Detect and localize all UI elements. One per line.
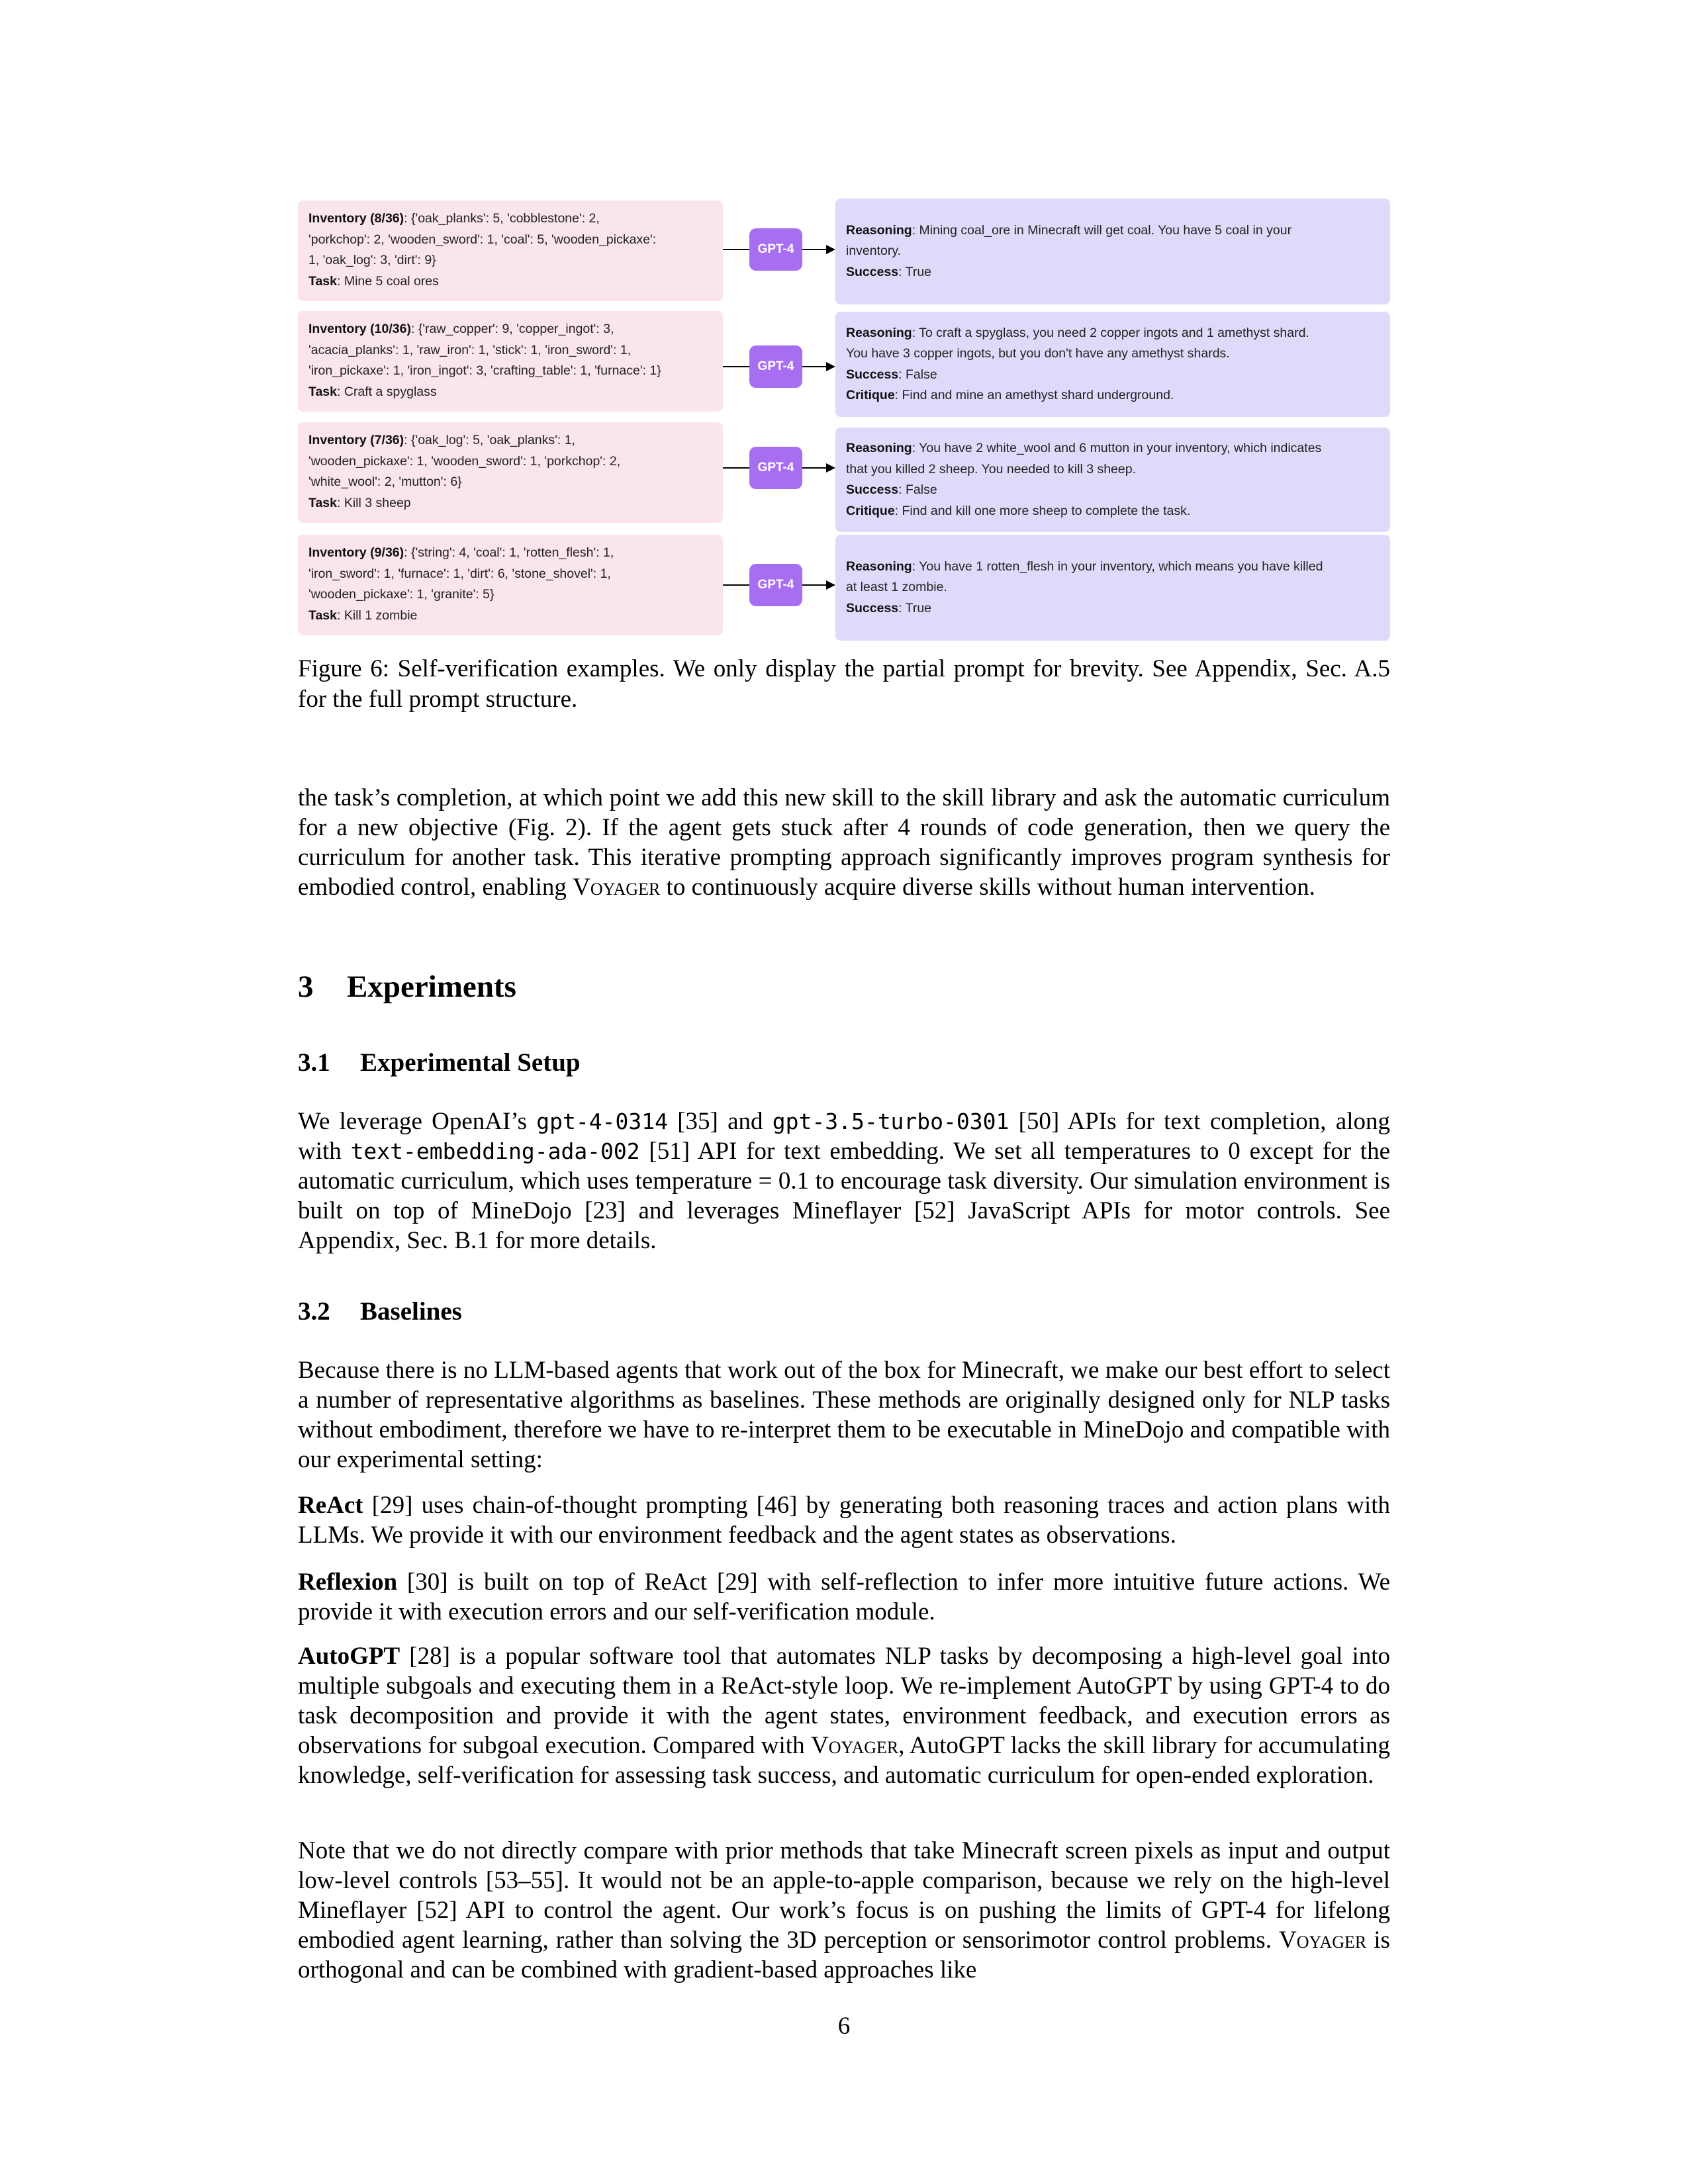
- box-line: [308, 606, 712, 627]
- connector-line: [802, 584, 827, 586]
- field-text: : Find and kill one more sheep to complete the task.: [894, 503, 1191, 518]
- box-line: [308, 451, 712, 473]
- box-line: [308, 543, 712, 564]
- field-text: : True: [898, 264, 932, 279]
- autogpt-text: [28] is a popular software tool that automates NLP tasks by decomposing a high-level goal into multiple subgoals and executing them in a ReAct-style loop. We re-implement AutoGPT by using GPT-4 to do task decomposition and provide it with the agent states, environment feedback, and execution errors as observations for subgoal execution. Compared with: [298, 1643, 1390, 1759]
- field-label: Inventory (9/36): [308, 545, 404, 560]
- box-line: [308, 472, 712, 493]
- box-line: [846, 577, 1380, 598]
- box-line: [846, 365, 1380, 386]
- subsection-heading: [298, 1048, 581, 1077]
- subsection-title: Experimental Setup: [360, 1048, 581, 1077]
- field-text: You have 3 copper ingots, but you don't have any amethyst shards.: [846, 346, 1230, 361]
- voyager-name: Voyager: [811, 1732, 899, 1759]
- subsection-number: 3.2: [298, 1297, 330, 1326]
- arrow-right-icon: [826, 245, 835, 254]
- connector-line: [802, 467, 827, 469]
- setup-text: [35] and: [667, 1108, 773, 1135]
- box-line: [308, 271, 712, 293]
- field-label: Reasoning: [846, 222, 912, 238]
- box-line: [846, 598, 1380, 619]
- box-line: [846, 557, 1380, 578]
- figure-caption: Figure 6: Self-verification examples. We only display the partial prompt for brevity. See Appendix, Sec. A.5 for the full prompt structure.: [298, 655, 1390, 713]
- box-line: [846, 480, 1380, 501]
- box-line: [308, 382, 712, 403]
- box-line: [846, 343, 1380, 365]
- field-text: 'acacia_planks': 1, 'raw_iron': 1, 'stick': 1, 'iron_sword': 1,: [308, 342, 632, 357]
- box-line: [846, 262, 1380, 283]
- paper-page: [298, 0, 1390, 2184]
- autogpt-text: , AutoGPT lacks the skill library for accumulating knowledge, self-verification for assessing task success, and automatic curriculum for open-ended exploration.: [298, 1732, 1390, 1789]
- field-text: 'porkchop': 2, 'wooden_sword': 1, 'coal': 5, 'wooden_pickaxe':: [308, 232, 657, 247]
- gpt4-badge: GPT-4: [749, 228, 802, 271]
- field-label: Success: [846, 600, 899, 615]
- section-heading: [298, 969, 516, 1005]
- response-box: [835, 312, 1390, 417]
- figure-row-3: [298, 422, 1390, 535]
- box-line: [308, 319, 712, 340]
- connector-line: [802, 366, 827, 367]
- setup-text: We leverage OpenAI’s: [298, 1108, 537, 1135]
- field-label: Critique: [846, 388, 895, 402]
- arrow-right-icon: [826, 463, 835, 473]
- field-text: : True: [898, 600, 932, 615]
- connector-line: [723, 467, 749, 469]
- field-label: Reasoning: [846, 441, 912, 455]
- box-line: [308, 361, 712, 382]
- prompt-box: [298, 311, 723, 412]
- react-text: [29] uses chain-of-thought prompting [46] by generating both reasoning traces and action plans with LLMs. We provide it with our environment feedback and the agent states as observations.: [298, 1492, 1390, 1549]
- baselines-intro-text: Because there is no LLM-based agents that work out of the box for Minecraft, we make our best effort to select a number of representative algorithms as baselines. These methods are originally designed only for NLP tasks without embodiment, therefore we have to re-interpret them to be executable in MineDojo and compatible with our experimental setting:: [298, 1357, 1390, 1473]
- gpt4-badge: GPT-4: [749, 447, 802, 489]
- reflexion-text: [30] is built on top of ReAct [29] with self-reflection to infer more intuitive future actions. We provide it with execution errors and our self-verification module.: [298, 1569, 1390, 1625]
- box-line: [308, 493, 712, 514]
- note-text: is orthogonal and can be combined with gradient-based approaches like: [298, 1927, 1390, 1983]
- field-label: Task: [308, 384, 337, 399]
- box-line: [846, 220, 1380, 242]
- field-label: Inventory (10/36): [308, 322, 411, 336]
- field-label: Reasoning: [846, 325, 912, 340]
- setup-text: [51] API for text embedding. We set all temperatures to 0 except for the automatic curriculum, which uses temperature = 0.1 to encourage task diversity. Our simulation environment is built on top of MineDojo [23] and leverages Mineflayer [52] JavaScript APIs for motor controls. See Appendix, Sec. B.1 for more details.: [298, 1138, 1390, 1254]
- field-text: 'wooden_pickaxe': 1, 'wooden_sword': 1, 'porkchop': 2,: [308, 453, 621, 469]
- response-box: [835, 199, 1390, 304]
- field-text: 'wooden_pickaxe': 1, 'granite': 5}: [308, 587, 494, 602]
- arrow-right-icon: [826, 362, 835, 371]
- box-line: [846, 323, 1380, 344]
- figure-row-1: [298, 199, 1390, 304]
- model-code: gpt-4-0314: [536, 1109, 668, 1134]
- field-text: 1, 'oak_log': 3, 'dirt': 9}: [308, 253, 436, 267]
- figure-row-2: [298, 311, 1390, 417]
- box-line: [846, 501, 1380, 522]
- autogpt-paragraph: [298, 1641, 1390, 1790]
- connector-line: [802, 249, 827, 250]
- page-number: 6: [837, 2013, 851, 2040]
- react-paragraph: [298, 1490, 1390, 1550]
- box-line: [846, 438, 1380, 459]
- box-line: [846, 241, 1380, 262]
- model-code: text-embedding-ada-002: [350, 1138, 640, 1164]
- field-label: Critique: [846, 503, 895, 518]
- field-label: Inventory (7/36): [308, 433, 404, 447]
- prompt-box: [298, 535, 723, 635]
- field-text: : Mining coal_ore in Minecraft will get coal. You have 5 coal in your: [912, 222, 1292, 238]
- setup-text: [50] APIs for text completion, along with: [298, 1108, 1390, 1165]
- gpt4-badge: GPT-4: [749, 564, 802, 606]
- field-text: 'white_wool': 2, 'mutton': 6}: [308, 475, 462, 489]
- prompt-box: [298, 201, 723, 301]
- autogpt-name: AutoGPT: [298, 1643, 400, 1670]
- react-name: ReAct: [298, 1492, 363, 1519]
- section-number: 3: [298, 970, 314, 1004]
- baselines-intro: [298, 1355, 1390, 1475]
- reflexion-paragraph: [298, 1567, 1390, 1627]
- field-text: : {'raw_copper': 9, 'copper_ingot': 3,: [410, 322, 614, 336]
- intro-text: to continuously acquire diverse skills without human intervention.: [660, 874, 1315, 901]
- connector-line: [723, 249, 749, 250]
- field-text: : {'oak_planks': 5, 'cobblestone': 2,: [404, 211, 600, 226]
- field-text: inventory.: [846, 244, 902, 259]
- field-text: : Mine 5 coal ores: [337, 273, 439, 289]
- box-line: [308, 340, 712, 361]
- reflexion-name: Reflexion: [298, 1569, 398, 1596]
- field-label: Success: [846, 264, 899, 279]
- box-line: [308, 230, 712, 251]
- voyager-name: Voyager: [1279, 1927, 1367, 1954]
- field-text: 'iron_sword': 1, 'furnace': 1, 'dirt': 6, 'stone_shovel': 1,: [308, 566, 611, 581]
- field-text: : You have 2 white_wool and 6 mutton in your inventory, which indicates: [912, 441, 1322, 455]
- field-text: : {'string': 4, 'coal': 1, 'rotten_flesh': 1,: [404, 545, 614, 560]
- arrow-right-icon: [826, 580, 835, 590]
- field-label: Task: [308, 608, 337, 623]
- field-text: 'iron_pickaxe': 1, 'iron_ingot': 3, 'crafting_table': 1, 'furnace': 1}: [308, 363, 661, 378]
- field-text: : Kill 3 sheep: [337, 495, 411, 510]
- intro-text: the task’s completion, at which point we add this new skill to the skill library and ask the automatic curriculum for a new objective (Fig. 2). If the agent gets stuck after 4 rounds of code generation, then we query the curriculum for another task. This iterative prompting approach significantly improves program synthesis for embodied control, enabling: [298, 784, 1390, 901]
- field-text: : Find and mine an amethyst shard underground.: [894, 388, 1174, 402]
- note-paragraph: [298, 1836, 1390, 1985]
- response-box: [835, 428, 1390, 532]
- intro-paragraph: [298, 783, 1390, 902]
- field-text: : {'oak_log': 5, 'oak_planks': 1,: [404, 433, 575, 447]
- subsection-heading: [298, 1297, 462, 1326]
- field-text: : To craft a spyglass, you need 2 copper ingots and 1 amethyst shard.: [912, 325, 1309, 340]
- model-code: gpt-3.5-turbo-0301: [772, 1109, 1009, 1134]
- field-text: : Kill 1 zombie: [337, 608, 418, 623]
- setup-paragraph: [298, 1107, 1390, 1255]
- box-line: [308, 208, 712, 230]
- field-text: at least 1 zombie.: [846, 580, 947, 595]
- response-box: [835, 535, 1390, 641]
- box-line: [308, 564, 712, 585]
- field-text: that you killed 2 sheep. You needed to kill 3 sheep.: [846, 461, 1136, 477]
- prompt-box: [298, 422, 723, 523]
- box-line: [846, 459, 1380, 480]
- connector-line: [723, 584, 749, 586]
- note-text: Note that we do not directly compare with prior methods that take Minecraft screen pixels as input and output low-level controls [53–55]. It would not be an apple-to-apple comparison, because we rely on the high-level Mineflayer [52] API to control the agent. Our work’s focus is on pushing the limits of GPT-4 for lifelong embodied agent learning, rather than solving the 3D perception or sensorimotor control problems.: [298, 1837, 1390, 1954]
- field-text: : Craft a spyglass: [337, 384, 437, 399]
- field-label: Inventory (8/36): [308, 211, 404, 226]
- box-line: [308, 584, 712, 606]
- field-text: : False: [898, 482, 937, 497]
- field-label: Success: [846, 367, 899, 382]
- figure-row-4: [298, 535, 1390, 641]
- subsection-title: Baselines: [360, 1297, 462, 1326]
- gpt4-badge: GPT-4: [749, 345, 802, 388]
- box-line: [846, 385, 1380, 406]
- box-line: [308, 430, 712, 451]
- voyager-name: Voyager: [573, 874, 661, 901]
- field-label: Reasoning: [846, 559, 912, 574]
- section-title: Experiments: [347, 970, 516, 1004]
- field-label: Task: [308, 495, 337, 510]
- connector-line: [723, 366, 749, 367]
- field-text: : You have 1 rotten_flesh in your inventory, which means you have killed: [912, 559, 1323, 574]
- subsection-number: 3.1: [298, 1048, 330, 1077]
- box-line: [308, 250, 712, 271]
- field-label: Task: [308, 273, 337, 289]
- field-text: : False: [898, 367, 937, 382]
- field-label: Success: [846, 482, 899, 497]
